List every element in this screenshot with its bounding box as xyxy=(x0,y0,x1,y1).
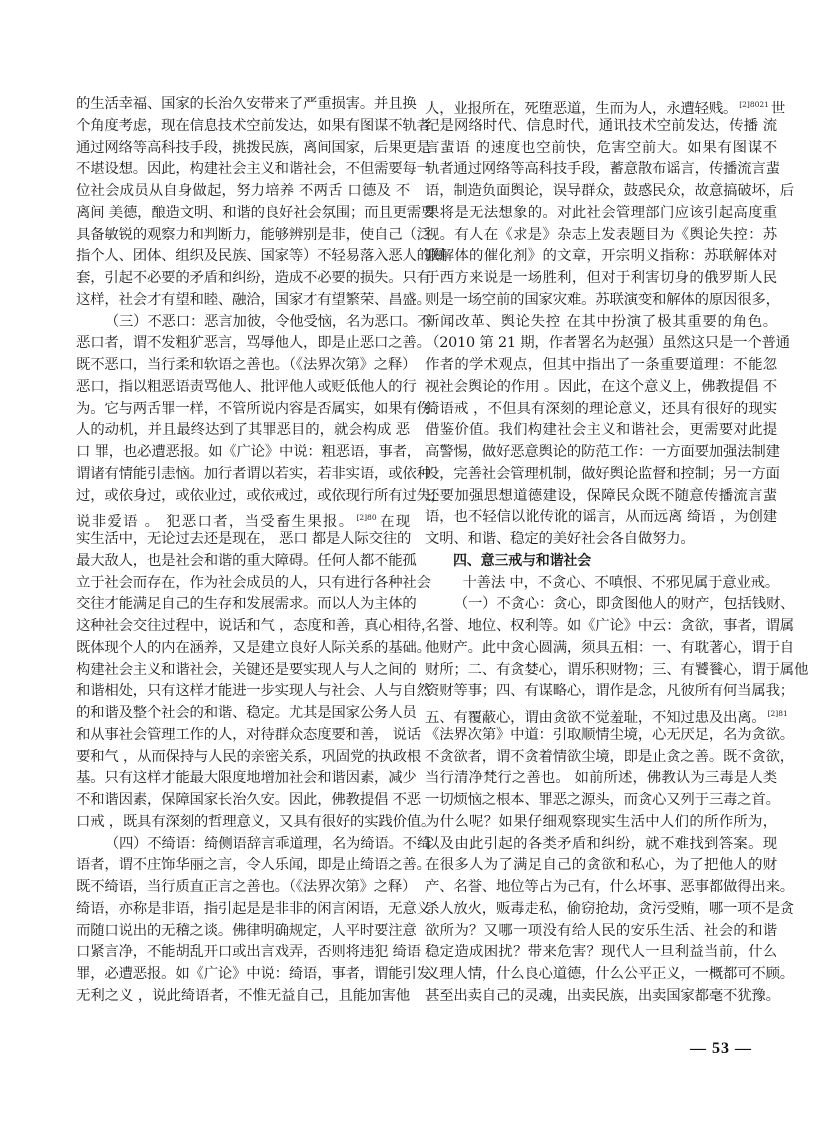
text-line xyxy=(76,681,431,703)
line-text: 人的动机，并且最终达到了其罪恶目的，就会构成 恶 xyxy=(76,422,410,439)
text-line xyxy=(425,921,777,943)
line-text: （三）不恶口：恶言加彼，令他受恼，名为恶口。不 xyxy=(104,313,432,330)
line-text: 说非爱语 。 犯恶口者，当受畜生果报。 xyxy=(76,514,355,531)
line-text: （一）不贪心：贪心，即贪图他人的财产，包括钱财、 xyxy=(453,596,795,613)
text-line xyxy=(425,116,777,138)
line-text: 言蜚语 的速度也空前快，危害空前大。如果有图谋不 xyxy=(425,139,777,156)
text-line xyxy=(76,181,410,203)
line-text: 还要加强思想道德建设，保障民众既不随意传播流言蜚 xyxy=(425,487,777,504)
line-text: 财所；二、有贪婪心，谓乐积财物；三、有饕餮心，谓于属他 xyxy=(425,661,809,678)
text-line xyxy=(76,660,417,682)
text-line xyxy=(76,942,421,964)
line-text: 通过网络等高科技手段，挑拨民族，离间国家，后果更是 xyxy=(76,139,431,156)
line-text: 新闻改革、舆论失控 在其中扮演了极其重要的角色。 xyxy=(425,313,777,330)
text-line xyxy=(76,333,431,355)
text-line xyxy=(76,225,431,247)
right-column xyxy=(425,94,809,1008)
text-line xyxy=(425,355,777,377)
text-line xyxy=(425,964,794,986)
line-text: 既不绮语，当行质直正言之善也。（《法界次第》之释） xyxy=(76,879,417,895)
text-line xyxy=(76,159,431,181)
citation-reference: [2]80 xyxy=(356,513,377,523)
text-line xyxy=(425,768,777,790)
line-text: 不和谐因素，保障国家长治久安。因此，佛教提倡 不恶 xyxy=(76,792,421,808)
text-line xyxy=(425,594,795,616)
text-line xyxy=(76,834,432,856)
text-line xyxy=(76,790,421,812)
line-text: 产、名誉、地位等占为己有，什么坏事、恶事都做得出来。 xyxy=(425,879,794,895)
line-text: 而随口说出的无稽之谈。佛律明确规定，人平时要注意 xyxy=(76,922,417,939)
text-line xyxy=(425,942,777,964)
line-text: 恶口，指以粗恶语责骂他人、批评他人或贬低他人的行 xyxy=(76,378,417,395)
line-text: 当行清净梵行之善也。 如前所述，佛教认为三毒是人类 xyxy=(425,770,777,787)
text-line xyxy=(425,855,777,877)
text-line xyxy=(425,312,777,334)
line-text: 稳定造成困扰？带来危害？现代人一旦利益当前，什么 xyxy=(425,944,777,961)
line-text: 具备敏锐的观察力和判断力，能够辨别是非，使自己（泛 xyxy=(76,226,431,243)
text-line xyxy=(76,268,431,290)
line-text: 这样，社会才有望和睦、融洽，国家才有望繁荣、昌盛。 xyxy=(76,291,431,308)
line-text: 甚至出卖自己的灵魂，出卖民族，出卖国家都毫不犹豫。 xyxy=(425,987,780,1004)
line-text: 基。只有这样才能最大限度地增加社会和谐因素，减少 xyxy=(76,770,417,787)
text-line xyxy=(425,573,780,595)
line-text: 五、有覆蔽心，谓由贪欲不觉羞耻，不知过患及出离。 xyxy=(425,710,766,726)
text-line xyxy=(76,986,410,1008)
line-text: （2010 第 21 期，作者署名为赵强）虽然这只是一个普通 xyxy=(425,335,790,352)
text-line xyxy=(76,312,432,334)
text-line xyxy=(76,812,436,834)
text-line xyxy=(76,703,417,725)
text-line xyxy=(76,355,417,377)
citation-reference: [2]8021 xyxy=(739,100,769,109)
text-line xyxy=(425,181,794,203)
text-line xyxy=(425,333,790,355)
line-text: 绮语戒 ，不但具有深刻的理论意义，还具有很好的现实 xyxy=(425,400,777,417)
left-column xyxy=(76,94,445,1008)
line-text: 联解体的催化剂》的文章，开宗明义指称：苏联解体对 xyxy=(425,248,777,265)
text-line xyxy=(76,616,436,638)
line-text: 的生活幸福、国家的长治久安带来了严重损害。并且换 xyxy=(76,96,417,112)
line-text: 杀人放火，贩毒走私，偷窃抢劫，贪污受贿，哪一项不是贪 xyxy=(425,900,794,917)
text-line xyxy=(425,899,794,921)
line-text: 资财等事；四、有谋略心，谓作是念，凡彼所有何当属我； xyxy=(425,683,794,700)
text-line xyxy=(425,812,777,834)
line-text: 语，也不轻信以讹传讹的谣言，从而远离 绮语 ，为创建 xyxy=(425,509,777,526)
line-text: 这种社会交往过程中，说话和气 ，态度和善，真心相待， xyxy=(76,618,436,634)
line-text: 视。有人在《求是》杂志上发表题目为《舆论失控：苏 xyxy=(425,226,777,243)
line-text: 的和谐及整个社会的和谐、稳定。尤其是国家公务人员 xyxy=(76,705,417,721)
text-line xyxy=(76,529,410,551)
text-line xyxy=(425,377,777,399)
text-line xyxy=(76,877,417,899)
text-line xyxy=(76,420,410,442)
text-line xyxy=(425,442,780,464)
text-line xyxy=(76,442,421,464)
text-line xyxy=(425,725,794,747)
text-line xyxy=(76,573,431,595)
line-text: 立于社会而存在，作为社会成员的人，只有进行各种社会 xyxy=(76,574,431,591)
text-line xyxy=(76,855,431,877)
line-text: 罪，必遭恶报。如《广论》中说：绮语，事者，谓能引发 xyxy=(76,966,431,982)
line-text: 谓诸有情能引恚恼。加行者谓以若实，若非实语，或依种 xyxy=(76,465,431,482)
line-text: 离间 美德，酿造文明、和谐的良好社会氛围；而且更需要 xyxy=(76,204,436,221)
line-text: （四）不绮语：绮侧语辞言乖道理，名为绮语。不绮 xyxy=(104,835,432,852)
line-text: 设，完善社会管理机制，做好舆论监督和控制；另一方面 xyxy=(425,465,780,482)
line-text: 纪是网络时代、信息时代，通讯技术空前发达，传播 流 xyxy=(425,117,777,134)
line-text: 要和气 ，从而保持与人民的亲密关系，巩固党的执政根 xyxy=(76,748,421,765)
text-line xyxy=(425,660,809,682)
line-text: 《法界次第》中道：引取顺情尘境，心无厌足，名为贪欲。 xyxy=(425,726,794,743)
text-line xyxy=(76,638,431,660)
text-line xyxy=(425,986,780,1008)
line-text: 无利之义 ，说此绮语者，不惟无益自己，且能加害他 xyxy=(76,987,410,1004)
text-line xyxy=(76,290,431,312)
line-text: 恶口者，谓不发粗犷恶言，骂辱他人，即是止恶口之善。 xyxy=(76,335,431,352)
line-text: 名誉、地位、权利等。如《广论》中云：贪欲，事者，谓属 xyxy=(425,618,794,634)
line-text-after-ref: 世 xyxy=(770,101,786,117)
line-text: 为。它与两舌罪一样，不管所说内容是否属实，如果有伤 xyxy=(76,400,431,417)
line-text: 构建社会主义和谐社会，关键还是要实现人与人之间的 xyxy=(76,661,417,678)
line-text: 口紧言净，不能胡乱开口或出言戏弄，否则将违犯 绮语 xyxy=(76,944,421,961)
text-line xyxy=(425,638,794,660)
text-line xyxy=(76,594,417,616)
line-text: 轨者通过网络等高科技手段，蓄意散布谣言，传播流言蜚 xyxy=(425,161,780,178)
text-line xyxy=(425,529,777,551)
line-text: 和谐相处，只有这样才能进一步实现人与社会、人与自然 xyxy=(76,683,431,700)
line-text: 绮语，亦称是非语，指引起是是非非的闲言闲语，无意义 xyxy=(76,900,431,917)
line-text: 以及由此引起的各类矛盾和纠纷，就不难找到答案。现 xyxy=(425,835,777,852)
line-text: 作者的学术观点，但其中指出了一条重要道理：不能忽 xyxy=(425,357,777,373)
text-line xyxy=(76,507,410,529)
line-text: 四、意三戒与和谐社会 xyxy=(453,552,591,569)
text-line xyxy=(76,899,431,921)
section-heading xyxy=(425,551,777,573)
line-text: 十善法 中，不贪心、不嗔恨、不邪见属于意业戒。 xyxy=(462,574,780,591)
text-line xyxy=(425,290,780,312)
line-text: 为什么呢？如果仔细观察现实生活中人们的所作所为， xyxy=(425,813,777,830)
line-text: 最大敌人，也是社会和谐的重大障碍。任何人都不能孤 xyxy=(76,552,417,569)
text-line xyxy=(425,203,777,225)
line-text: 过，或依身过，或依业过，或依戒过，或依现行所有过失， xyxy=(76,487,445,504)
line-text: 和从事社会管理工作的人，对待群众态度要和善， 说话 xyxy=(76,726,421,743)
line-text: 语，制造负面舆论，误导群众，鼓惑民众，故意搞破坏，后 xyxy=(425,183,794,199)
text-line xyxy=(425,399,777,421)
line-text: 既不恶口，当行柔和软语之善也。（《法界次第》之释） xyxy=(76,357,417,373)
text-line xyxy=(76,486,445,508)
line-text: 口戒 ，既具有深刻的哲理意义，又具有很好的实践价值。 xyxy=(76,813,436,830)
line-text: 于西方来说是一场胜利，但对于利害切身的俄罗斯人民 xyxy=(425,270,777,286)
text-line xyxy=(76,768,417,790)
line-text: 高警惕，做好恶意舆论的防范工作：一方面要加强法制建 xyxy=(425,444,780,460)
text-line xyxy=(425,138,777,160)
line-text: 欲所为？又哪一项没有给人民的安乐生活、社会的和谐 xyxy=(425,922,777,939)
text-line xyxy=(425,834,777,856)
text-line xyxy=(76,94,417,116)
line-text: 一切烦恼之根本、罪恶之源头，而贪心又列于三毒之首。 xyxy=(425,792,780,808)
text-line xyxy=(76,203,436,225)
line-text: 交往才能满足自己的生存和发展需求。而以人为主体的 xyxy=(76,596,417,613)
text-line xyxy=(76,246,445,268)
text-line xyxy=(425,877,794,899)
text-line xyxy=(76,964,431,986)
text-line xyxy=(76,921,417,943)
text-line xyxy=(76,377,417,399)
line-text: 个角度考虑，现在信息技术空前发达，如果有图谋不轨者 xyxy=(76,117,431,134)
text-line xyxy=(425,486,777,508)
line-text: 借鉴价值。我们构建社会主义和谐社会，更需要对此提 xyxy=(425,422,777,439)
line-text: 义理人情，什么良心道德，什么公平正义，一概都可不顾。 xyxy=(425,966,794,982)
page-number: — 53 — xyxy=(690,1040,752,1057)
line-text: 不贪欲者，谓不贪着情欲尘境，即是止贪之善。既不贪欲， xyxy=(425,748,794,765)
text-line xyxy=(425,507,777,529)
text-line xyxy=(76,116,431,138)
line-text: 他财产。此中贪心圆满，须具五相：一、有耽著心，谓于自 xyxy=(425,639,794,656)
text-line xyxy=(425,464,780,486)
line-text-after-ref: 在现 xyxy=(378,514,410,531)
text-line xyxy=(76,747,421,769)
text-line xyxy=(425,703,788,726)
line-text: 在很多人为了满足自己的贪欲和私心，为了把他人的财 xyxy=(425,857,777,874)
text-line xyxy=(76,138,431,160)
citation-reference: [2]81 xyxy=(767,709,788,718)
line-text: 指个人、团体、组织及民族、国家等）不轻易落入恶人的圈 xyxy=(76,248,445,265)
line-text: 不堪设想。因此，构建社会主义和谐社会，不但需要每一 xyxy=(76,161,431,178)
text-line xyxy=(76,464,431,486)
text-line xyxy=(425,94,786,117)
text-line xyxy=(76,725,421,747)
line-text: 文明、和谐、稳定的美好社会各自做努力。 xyxy=(425,531,695,547)
text-line xyxy=(425,159,780,181)
text-line xyxy=(425,681,794,703)
line-text: 果将是无法想象的。对此社会管理部门应该引起高度重 xyxy=(425,204,777,221)
line-text: 口 罪，也必遭恶报。如《广论》中说：粗恶语，事者， xyxy=(76,444,421,460)
text-line xyxy=(425,268,777,290)
line-text: 既体现个人的内在涵养，又是建立良好人际关系的基础。 xyxy=(76,639,431,656)
line-text: 语者，谓不庄饰华丽之言，令人乐闻，即是止绮语之善。 xyxy=(76,857,431,874)
line-text: 视社会舆论的作用 。因此，在这个意义上，佛教提倡 不 xyxy=(425,378,777,395)
text-line xyxy=(425,246,777,268)
text-line xyxy=(425,747,794,769)
line-text: 位社会成员从自身做起，努力培养 不两舌 口德及 不 xyxy=(76,183,410,199)
text-line xyxy=(76,399,431,421)
text-line xyxy=(425,225,777,247)
text-line xyxy=(425,420,777,442)
text-line xyxy=(76,551,417,573)
line-text: 则是一场空前的国家灾难。苏联演变和解体的原因很多， xyxy=(425,291,780,308)
line-text: 人，业报所在，死堕恶道，生而为人，永遭轻贱。 xyxy=(425,101,738,117)
line-text: 实生活中，无论过去还是现在， 恶口 都是人际交往的 xyxy=(76,531,412,547)
line-text: 套，引起不必要的矛盾和纠纷，造成不必要的损失。只有 xyxy=(76,270,431,286)
text-line xyxy=(425,790,780,812)
text-line xyxy=(425,616,794,638)
